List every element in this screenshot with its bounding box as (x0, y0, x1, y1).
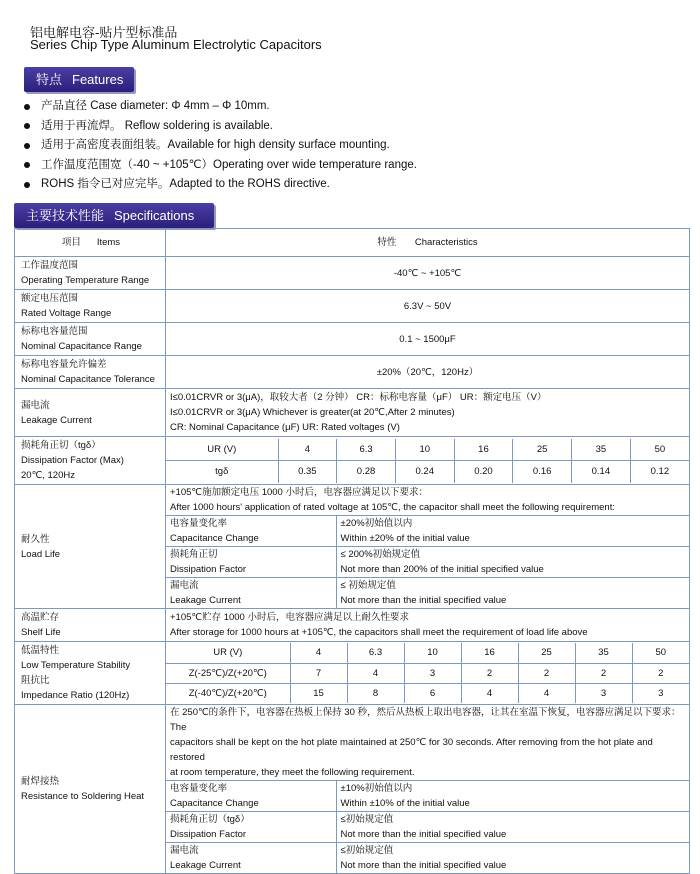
load-life-intro-en: After 1000 hours' application of rated voltage at 105℃, the capacitor shall meet the following requirement: (170, 502, 615, 513)
df-grid (166, 437, 690, 485)
feature-text: 产品直径 Case diameter: Φ 4mm – Φ 10mm. (41, 100, 270, 112)
row-label: 工作温度范围 Operating Temperature Range (15, 257, 166, 290)
table-row (15, 705, 690, 874)
features-heading-en: Features (72, 72, 124, 87)
lt-r1-value: 3 (404, 663, 461, 683)
df-voltage: 10 (395, 439, 454, 461)
feature-text: ROHS 指令已对应完毕。Adapted to the ROHS directive. (41, 178, 330, 190)
col-items-header: 项目 Items (15, 229, 166, 257)
sub-value: ≤ 初始规定值 Not more than the initial specified value (336, 578, 689, 609)
df-voltage: 35 (572, 439, 631, 461)
title-en: Series Chip Type Aluminum Electrolytic Capacitors (30, 37, 322, 52)
df-value: 0.28 (337, 461, 396, 483)
sub-value: ≤ 200%初始规定值 Not more than 200% of the initial specified value (336, 547, 689, 578)
lt-r2-value: 6 (404, 683, 461, 703)
lt-voltage: 16 (461, 643, 518, 663)
df-ur-label: UR (V) (207, 443, 237, 455)
features-list (24, 97, 684, 195)
row-value: ±20%（20℃，120Hz） (166, 356, 690, 389)
feature-item (24, 175, 684, 195)
lt-r1-value: 7 (290, 663, 347, 683)
row-value: +105℃贮存 1000 小时后，电容器应满足以上耐久性要求 After storage for 1000 hours at +105℃, the capacitors shall meet the requirement of load life above (166, 609, 690, 642)
table-row (15, 642, 690, 705)
bullet-icon (24, 182, 30, 188)
lt-r1-value: 4 (347, 663, 404, 683)
lt-r2-value: 4 (461, 683, 518, 703)
bullet-icon (24, 123, 30, 129)
bullet-icon (24, 104, 30, 110)
feature-item (24, 136, 684, 156)
row-label: 额定电压范围 Rated Voltage Range (15, 290, 166, 323)
sub-label: 漏电流 Leakage Current (166, 843, 336, 874)
bullet-icon (24, 162, 30, 168)
df-voltage: 4 (278, 439, 337, 461)
lt-r2-value: 3 (632, 683, 689, 703)
lt-r1-value: 2 (461, 663, 518, 683)
lt-voltage: 50 (632, 643, 689, 663)
lt-voltage: 10 (404, 643, 461, 663)
table-row (15, 437, 690, 485)
lt-voltage: 4 (290, 643, 347, 663)
solder-detail (166, 705, 690, 874)
load-life-subtable (166, 515, 689, 608)
row-value: -40℃ ~ +105℃ (166, 257, 690, 290)
feature-text: 适用于再流焊。 Reflow soldering is available. (41, 119, 273, 132)
features-heading (24, 67, 134, 92)
feature-item (24, 117, 684, 137)
sub-label: 电容量变化率 Capacitance Change (166, 516, 336, 547)
features-heading-cn: 特点 (36, 73, 63, 88)
lt-voltage: 6.3 (347, 643, 404, 663)
row-value: 0.1 ~ 1500μF (166, 323, 690, 356)
row-label: 耐久性 Load Life (15, 485, 166, 609)
col-char-header: 特性 Characteristics (166, 229, 690, 257)
feature-item (24, 156, 684, 176)
feature-text: 适用于高密度表面组装。Available for high density surface mounting. (41, 139, 390, 151)
table-header-row (15, 229, 690, 257)
row-label: 标称电容量范围 Nominal Capacitance Range (15, 323, 166, 356)
lt-r1-label: Z(-25℃)/Z(+20℃) (166, 663, 290, 683)
row-label: 高温贮存 Shelf Life (15, 609, 166, 642)
title-cn: 铝电解电容-贴片型标准品 (30, 26, 178, 41)
df-value: 0.20 (454, 461, 513, 483)
lt-r1-value: 2 (575, 663, 632, 683)
sub-label: 损耗角正切（tgδ） Dissipation Factor (166, 812, 336, 843)
table-row (15, 389, 690, 437)
df-tg-label: tgδ (166, 461, 278, 483)
df-value: 0.35 (278, 461, 337, 483)
sub-value: ≤初始规定值 Not more than the initial specified value (336, 843, 689, 874)
solder-intro-en1: capacitors shall be kept on the hot plate maintained at 250℃ for 30 seconds. After removing from the hot plate and restored (170, 737, 653, 763)
feature-item (24, 97, 684, 117)
lt-ur-label: UR (V) (213, 647, 243, 659)
df-voltage: 25 (513, 439, 572, 461)
table-row (15, 609, 690, 642)
lt-r1-value: 2 (632, 663, 689, 683)
load-life-detail (166, 485, 690, 609)
df-voltage: 6.3 (337, 439, 396, 461)
row-value: 6.3V ~ 50V (166, 290, 690, 323)
df-voltage: 50 (630, 439, 689, 461)
lt-voltage: 35 (575, 643, 632, 663)
table-row (15, 356, 690, 389)
sub-value: ±20%初始值以内 Within ±20% of the initial value (336, 516, 689, 547)
row-label: 损耗角正切（tgδ） Dissipation Factor (Max) 20℃, 120Hz (15, 437, 166, 485)
sub-value: ±10%初始值以内 Within ±10% of the initial value (336, 781, 689, 812)
table-row (15, 290, 690, 323)
lt-voltage: 25 (518, 643, 575, 663)
row-label: 低温特性 Low Temperature Stability 阻抗比 Impedance Ratio (120Hz) (15, 642, 166, 705)
lt-r2-value: 8 (347, 683, 404, 703)
solder-intro-en2: at room temperature, they meet the following requirement. (170, 767, 415, 778)
bullet-icon (24, 143, 30, 149)
specs-heading (14, 203, 214, 228)
df-voltage: 16 (454, 439, 513, 461)
feature-text: 工作温度范围宽（-40 ~ +105℃）Operating over wide temperature range. (41, 158, 417, 171)
df-value: 0.12 (630, 461, 689, 483)
df-value: 0.14 (572, 461, 631, 483)
lt-r2-value: 4 (518, 683, 575, 703)
df-table (166, 439, 689, 483)
sub-label: 电容量变化率 Capacitance Change (166, 781, 336, 812)
specs-heading-cn: 主要技术性能 (26, 209, 105, 224)
solder-subtable (166, 780, 689, 873)
lt-r2-value: 15 (290, 683, 347, 703)
sub-label: 漏电流 Leakage Current (166, 578, 336, 609)
specs-heading-en: Specifications (114, 208, 195, 223)
lt-r2-label: Z(-40℃)/Z(+20℃) (166, 683, 290, 703)
row-value: I≤0.01CRVR or 3(μA)，取较大者（2 分钟） CR：标称电容量（μF） UR：额定电压（V） I≤0.01CRVR or 3(μA) Whichever is greater(at 20℃,After 2 minutes) CR: Nominal Capacitance (μF) UR: Rated voltages (V) (166, 389, 690, 437)
row-label: 漏电流 Leakage Current (15, 389, 166, 437)
table-row (15, 323, 690, 356)
low-temp-table (166, 643, 689, 703)
row-label: 标称电容量允许偏差 Nominal Capacitance Tolerance (15, 356, 166, 389)
load-life-intro-cn: +105℃施加额定电压 1000 小时后，电容器应满足以下要求： (170, 487, 428, 498)
sub-value: ≤初始规定值 Not more than the initial specified value (336, 812, 689, 843)
sub-label: 损耗角正切 Dissipation Factor (166, 547, 336, 578)
table-row (15, 257, 690, 290)
low-temp-grid (166, 642, 690, 705)
lt-r2-value: 3 (575, 683, 632, 703)
lt-r1-value: 2 (518, 663, 575, 683)
solder-intro-cn: 在 250℃的条件下，电容器在热板上保持 30 秒，然后从热板上取出电容器，让其在室温下恢复，电容器应满足以下要求：The (170, 707, 681, 733)
df-value: 0.24 (395, 461, 454, 483)
specs-table (14, 228, 690, 874)
row-label: 耐焊接热 Resistance to Soldering Heat (15, 705, 166, 874)
table-row (15, 485, 690, 609)
df-value: 0.16 (513, 461, 572, 483)
